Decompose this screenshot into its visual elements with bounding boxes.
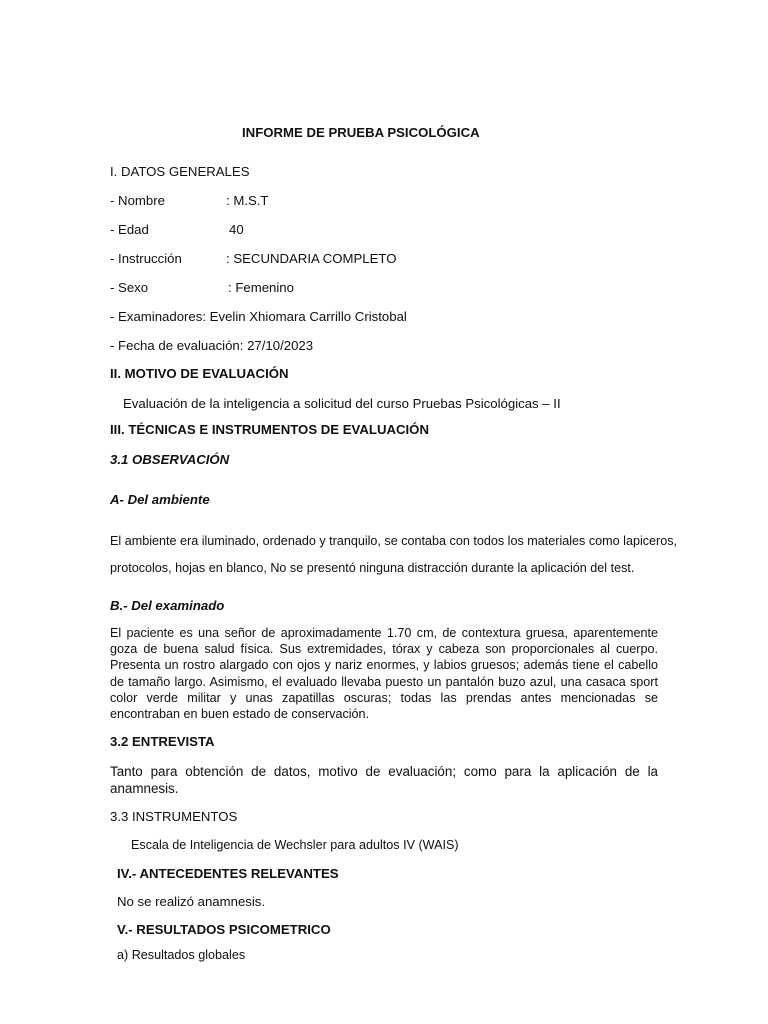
field-edad-label: - Edad [110, 222, 149, 237]
field-instruccion-label: - Instrucción [110, 251, 182, 266]
field-sexo-label: - Sexo [110, 280, 149, 295]
field-sexo-value: : Femenino [228, 280, 294, 295]
field-instruccion-value: : SECUNDARIA COMPLETO [226, 251, 397, 266]
examinado-paragraph: El paciente es una señor de aproximadamente 1.70 cm, de contextura gruesa, aparentemente goza de buena salud física. Sus extremidades, tórax y cabeza son proporcionales al cuerpo. Presenta un rostro alargado con ojos y nariz enormes, y labios gruesos; además tiene el cabello de tamaño largo. Asimismo, el evaluado llevaba puesto un pantalón buzo azul, una casaca sport color verde militar y unas zapatillas oscuras; todas las prendas antes mencionadas se encontraban en buen estado de conservación. [110, 626, 658, 722]
examinado-heading: B.- Del examinado [110, 598, 225, 613]
ambiente-heading: A- Del ambiente [110, 492, 210, 507]
field-edad-value: 40 [229, 222, 244, 237]
field-nombre-value: : M.S.T [226, 193, 269, 208]
section-5-sub: a) Resultados globales [117, 948, 246, 962]
instrumentos-text: Escala de Inteligencia de Wechsler para adultos IV (WAIS) [131, 838, 459, 852]
section-4-heading: IV.- ANTECEDENTES RELEVANTES [117, 866, 339, 881]
entrevista-paragraph: Tanto para obtención de datos, motivo de evaluación; como para la aplicación de la anamnesis. [110, 764, 658, 796]
field-examinadores: - Examinadores: Evelin Xhiomara Carrillo Cristobal [110, 309, 407, 324]
instrumentos-heading: 3.3 INSTRUMENTOS [110, 809, 238, 824]
ambiente-line-1: El ambiente era iluminado, ordenado y tranquilo, se contaba con todos los materiales como lapiceros, [110, 534, 678, 548]
section-3-heading: III. TÉCNICAS E INSTRUMENTOS DE EVALUACIÓN [110, 422, 429, 437]
entrevista-heading: 3.2 ENTREVISTA [110, 734, 215, 749]
section-5-heading: V.- RESULTADOS PSICOMETRICO [117, 922, 331, 937]
report-title: INFORME DE PRUEBA PSICOLÓGICA [242, 125, 480, 140]
field-nombre-label: - Nombre [110, 193, 165, 208]
field-fecha: - Fecha de evaluación: 27/10/2023 [110, 338, 314, 353]
section-1-heading: I. DATOS GENERALES [110, 164, 250, 179]
observacion-heading: 3.1 OBSERVACIÓN [110, 452, 230, 467]
section-2-heading: II. MOTIVO DE EVALUACIÓN [110, 366, 289, 381]
section-2-text: Evaluación de la inteligencia a solicitud del curso Pruebas Psicológicas – II [123, 396, 561, 411]
ambiente-line-2: protocolos, hojas en blanco, No se presentó ninguna distracción durante la aplicación del test. [110, 561, 635, 575]
section-4-text: No se realizó anamnesis. [117, 894, 266, 909]
